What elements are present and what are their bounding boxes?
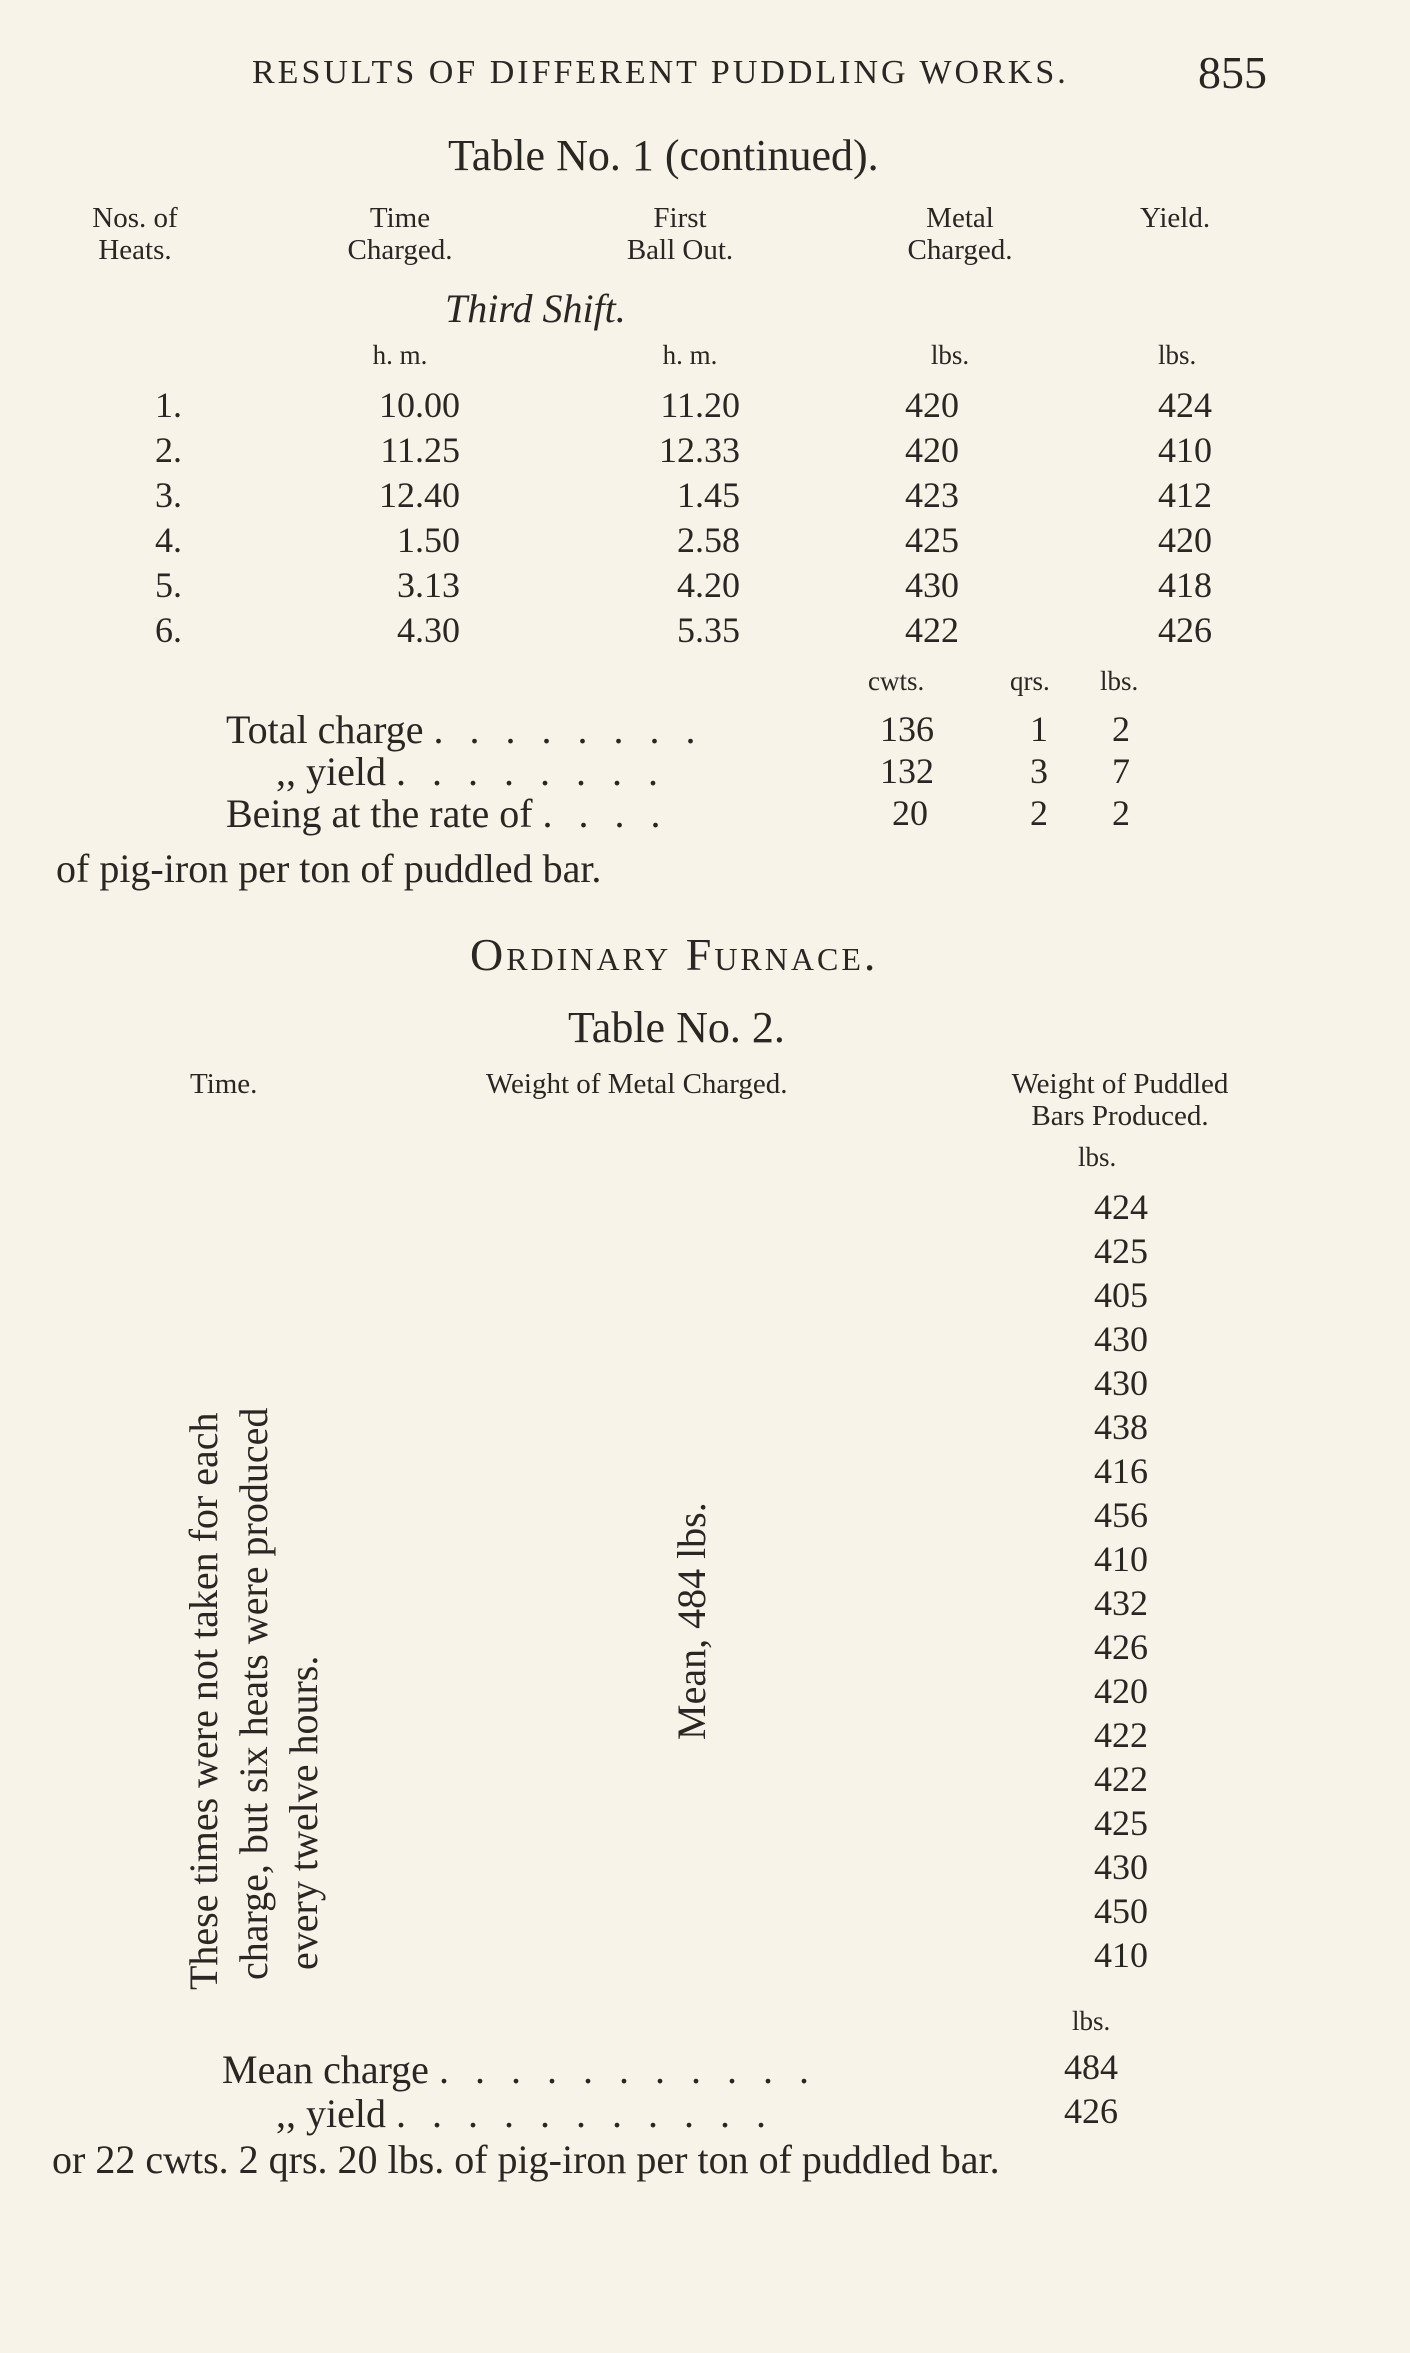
row-5-time: 3.13 <box>397 565 460 605</box>
row-6-time: 4.30 <box>397 610 460 650</box>
row-4-yield: 420 <box>1158 520 1212 560</box>
mean-charge-line: Mean charge . . . . . . . . . . . <box>222 2047 817 2092</box>
list-item: 425 <box>1094 1231 1148 1271</box>
col-header-heats: Nos. of Heats. <box>92 202 178 266</box>
list-item: 416 <box>1094 1451 1148 1491</box>
shift-label: Third Shift. <box>445 286 626 331</box>
row-3-ball: 1.45 <box>677 475 740 515</box>
list-item: 420 <box>1094 1671 1148 1711</box>
summary-total-charge: Total charge . . . . . . . . <box>226 707 704 752</box>
summary-yield-qrs: 3 <box>1030 751 1048 791</box>
summary-total-charge-lbs: 2 <box>1112 709 1130 749</box>
section-title: Ordinary Furnace. <box>470 929 879 980</box>
row-5-no: 5. <box>155 565 182 605</box>
row-5-yield: 418 <box>1158 565 1212 605</box>
unit-yield: lbs. <box>1158 340 1197 370</box>
running-title: RESULTS OF DIFFERENT PUDDLING WORKS. <box>252 54 1069 91</box>
row-5-metal: 430 <box>905 565 959 605</box>
col-header-metal: Metal Charged. <box>907 202 1013 266</box>
unit-ball: h. m. <box>662 340 718 370</box>
list-item: 410 <box>1094 1935 1148 1975</box>
mean-charge-value: 484 <box>1064 2047 1118 2087</box>
summary-yield: ,, yield . . . . . . . . <box>276 749 666 794</box>
list-item: 430 <box>1094 1847 1148 1887</box>
summary-yield-lbs: 7 <box>1112 751 1130 791</box>
list-item: 424 <box>1094 1187 1148 1227</box>
col-header-weight-charged: Weight of Metal Charged. <box>486 1068 788 1100</box>
list-item: 430 <box>1094 1363 1148 1403</box>
row-2-yield: 410 <box>1158 430 1212 470</box>
row-6-no: 6. <box>155 610 182 650</box>
col-header-time: Time. <box>190 1068 258 1100</box>
row-3-time: 12.40 <box>379 475 460 515</box>
row-3-no: 3. <box>155 475 182 515</box>
summary-rate-cwts: 20 <box>892 793 928 833</box>
row-4-no: 4. <box>155 520 182 560</box>
unit-metal: lbs. <box>930 340 970 370</box>
list-item: 405 <box>1094 1275 1148 1315</box>
summary-unit-lbs: lbs. <box>1100 666 1139 696</box>
mean-yield-value: 426 <box>1064 2091 1118 2131</box>
row-1-ball: 11.20 <box>660 385 740 425</box>
row-2-metal: 420 <box>905 430 959 470</box>
vertical-note-line-3: every twelve hours. <box>281 1655 326 1970</box>
list-item: 456 <box>1094 1495 1148 1535</box>
col-header-weight-bars: Weight of Puddled Bars Produced. <box>1011 1068 1229 1132</box>
col-header-first-ball: First Ball Out. <box>626 202 734 266</box>
row-1-time: 10.00 <box>379 385 460 425</box>
list-item: 450 <box>1094 1891 1148 1931</box>
summary-total-charge-qrs: 1 <box>1030 709 1048 749</box>
table-2-title: Table No. 2. <box>568 1003 785 1052</box>
mean-yield-line: ,, yield . . . . . . . . . . . <box>276 2091 774 2136</box>
summary-rate: Being at the rate of . . . . <box>226 791 669 836</box>
row-2-ball: 12.33 <box>659 430 740 470</box>
list-item: 438 <box>1094 1407 1148 1447</box>
row-6-yield: 426 <box>1158 610 1212 650</box>
summary-yield-cwts: 132 <box>880 751 934 791</box>
row-6-metal: 422 <box>905 610 959 650</box>
unit-time: h. m. <box>372 340 428 370</box>
summary-unit-cwts: cwts. <box>868 666 925 696</box>
col-header-yield: Yield. <box>1140 202 1211 234</box>
row-2-no: 2. <box>155 430 182 470</box>
row-1-yield: 424 <box>1158 385 1212 425</box>
summary-rate-qrs: 2 <box>1030 793 1048 833</box>
table-2-summary-unit: lbs. <box>1072 2006 1111 2036</box>
row-3-metal: 423 <box>905 475 959 515</box>
list-item: 426 <box>1094 1627 1148 1667</box>
table-1-footnote: of pig-iron per ton of puddled bar. <box>56 846 602 891</box>
list-item: 430 <box>1094 1319 1148 1359</box>
row-1-metal: 420 <box>905 385 959 425</box>
summary-rate-lbs: 2 <box>1112 793 1130 833</box>
row-4-ball: 2.58 <box>677 520 740 560</box>
vertical-mean-note: Mean, 484 lbs. <box>669 1502 714 1740</box>
row-3-yield: 412 <box>1158 475 1212 515</box>
list-item: 422 <box>1094 1715 1148 1755</box>
summary-unit-qrs: qrs. <box>1010 666 1050 696</box>
row-2-time: 11.25 <box>380 430 460 470</box>
list-item: 410 <box>1094 1539 1148 1579</box>
row-1-no: 1. <box>155 385 182 425</box>
list-item: 422 <box>1094 1759 1148 1799</box>
row-4-metal: 425 <box>905 520 959 560</box>
row-5-ball: 4.20 <box>677 565 740 605</box>
col-header-time-charged: Time Charged. <box>347 202 453 266</box>
row-6-ball: 5.35 <box>677 610 740 650</box>
list-item: 425 <box>1094 1803 1148 1843</box>
list-item: 432 <box>1094 1583 1148 1623</box>
page-number: 855 <box>1198 47 1267 98</box>
table-1-title: Table No. 1 (continued). <box>448 131 879 180</box>
vertical-note-line-2: charge, but six heats were produced <box>231 1407 276 1980</box>
row-4-time: 1.50 <box>397 520 460 560</box>
table-2-unit: lbs. <box>1078 1142 1117 1172</box>
table-2-footnote: or 22 cwts. 2 qrs. 20 lbs. of pig-iron per ton of puddled bar. <box>52 2137 1000 2182</box>
vertical-note-line-1: These times were not taken for each <box>181 1412 226 1990</box>
summary-total-charge-cwts: 136 <box>880 709 934 749</box>
